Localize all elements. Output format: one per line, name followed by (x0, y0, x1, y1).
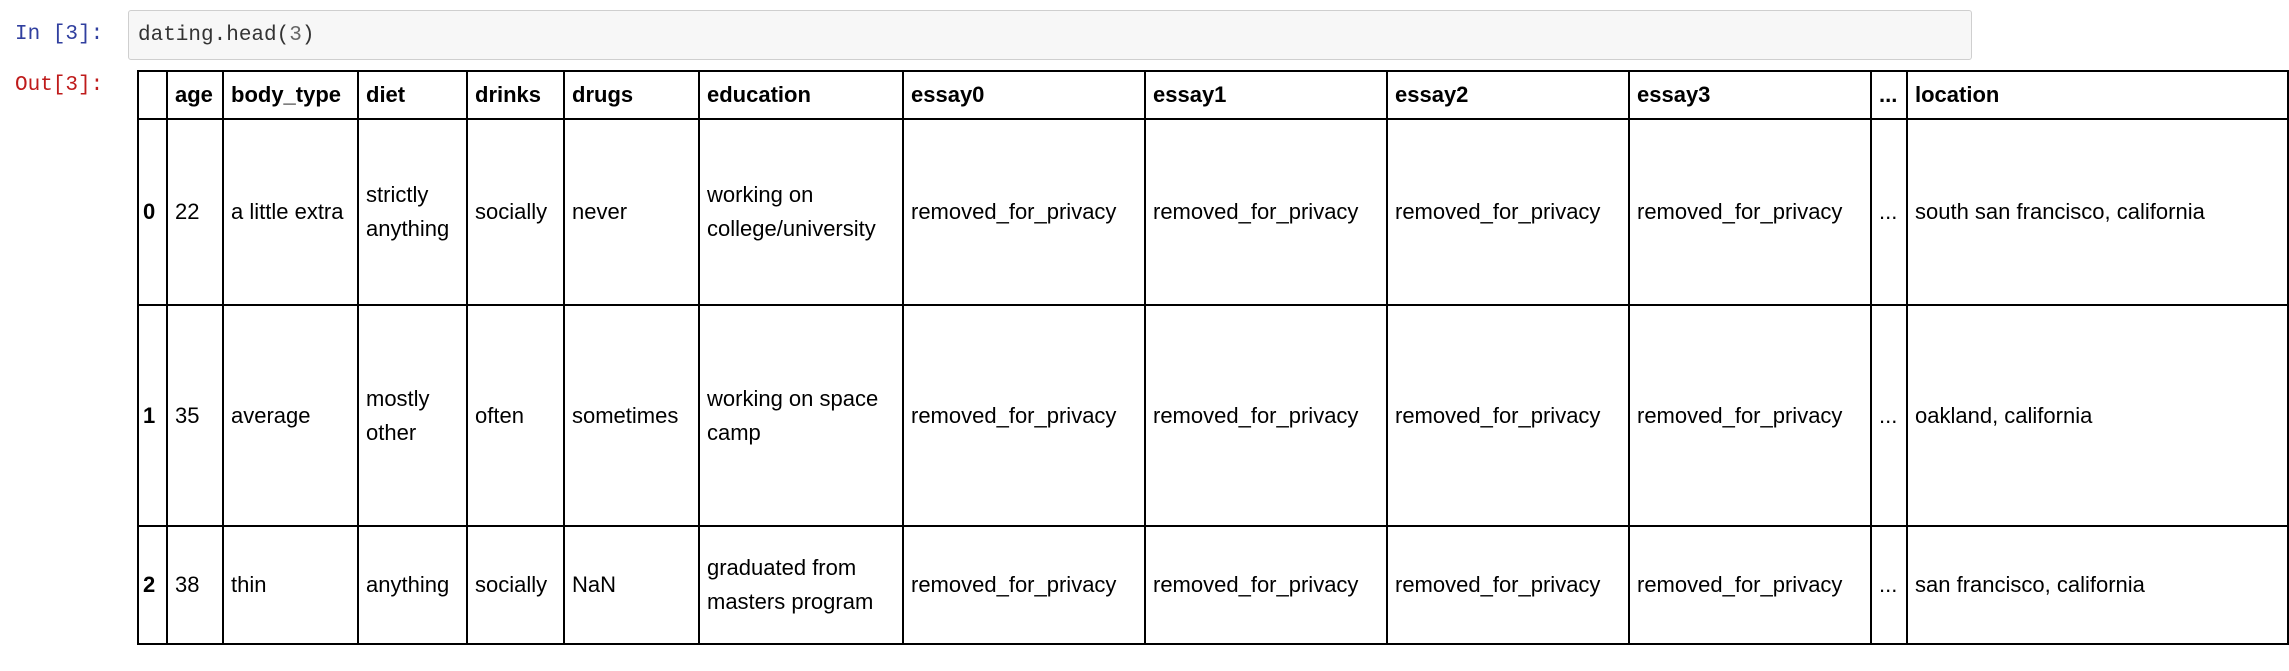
ellipsis-cell: ... (1871, 305, 1907, 526)
column-header: essay1 (1145, 71, 1387, 119)
header-row (138, 71, 2288, 119)
column-header: location (1907, 71, 2288, 119)
column-header: age (167, 71, 223, 119)
output-prompt: Out[3]: (15, 74, 104, 97)
table-row (138, 119, 2288, 305)
code-input-cell[interactable] (128, 10, 1972, 60)
table-cell: mostly other (358, 305, 467, 526)
table-cell: removed_for_privacy (1629, 526, 1871, 644)
table-cell: removed_for_privacy (903, 305, 1145, 526)
table-cell: socially (467, 526, 564, 644)
table-cell: 38 (167, 526, 223, 644)
output-area (137, 70, 2205, 660)
ellipsis-header: ... (1871, 71, 1907, 119)
dataframe-table (137, 70, 2289, 645)
index-header (138, 71, 167, 119)
table-cell: removed_for_privacy (903, 119, 1145, 305)
ellipsis-cell: ... (1871, 526, 1907, 644)
table-cell: working on college/university (699, 119, 903, 305)
column-header: essay0 (903, 71, 1145, 119)
table-cell: average (223, 305, 358, 526)
ellipsis-cell: ... (1871, 119, 1907, 305)
table-cell: often (467, 305, 564, 526)
table-cell: never (564, 119, 699, 305)
code-argument: 3 (289, 24, 302, 47)
table-cell: removed_for_privacy (1387, 526, 1629, 644)
column-header: body_type (223, 71, 358, 119)
code-close-paren: ) (301, 24, 315, 47)
row-index: 0 (138, 119, 167, 305)
column-header: essay2 (1387, 71, 1629, 119)
input-prompt: In [3]: (15, 23, 104, 46)
table-cell: sometimes (564, 305, 699, 526)
table-row (138, 305, 2288, 526)
column-header: drugs (564, 71, 699, 119)
column-header: essay3 (1629, 71, 1871, 119)
table-cell: south san francisco, california (1907, 119, 2288, 305)
column-header: education (699, 71, 903, 119)
table-cell: removed_for_privacy (1145, 119, 1387, 305)
column-header: diet (358, 71, 467, 119)
table-cell: removed_for_privacy (1145, 526, 1387, 644)
table-cell: san francisco, california (1907, 526, 2288, 644)
table-cell: 35 (167, 305, 223, 526)
table-cell: removed_for_privacy (1387, 305, 1629, 526)
table-cell: strictly anything (358, 119, 467, 305)
table-cell: socially (467, 119, 564, 305)
table-cell: thin (223, 526, 358, 644)
table-cell: oakland, california (1907, 305, 2288, 526)
table-cell: removed_for_privacy (1629, 305, 1871, 526)
table-row (138, 526, 2288, 644)
table-cell: 22 (167, 119, 223, 305)
table-cell: anything (358, 526, 467, 644)
table-cell: working on space camp (699, 305, 903, 526)
table-cell: removed_for_privacy (1387, 119, 1629, 305)
table-cell: removed_for_privacy (1145, 305, 1387, 526)
row-index: 2 (138, 526, 167, 644)
table-cell: a little extra (223, 119, 358, 305)
table-cell: graduated from masters program (699, 526, 903, 644)
table-cell: removed_for_privacy (903, 526, 1145, 644)
column-header: drinks (467, 71, 564, 119)
code-call: dating.head( (138, 24, 290, 47)
table-cell: removed_for_privacy (1629, 119, 1871, 305)
table-cell: NaN (564, 526, 699, 644)
row-index: 1 (138, 305, 167, 526)
